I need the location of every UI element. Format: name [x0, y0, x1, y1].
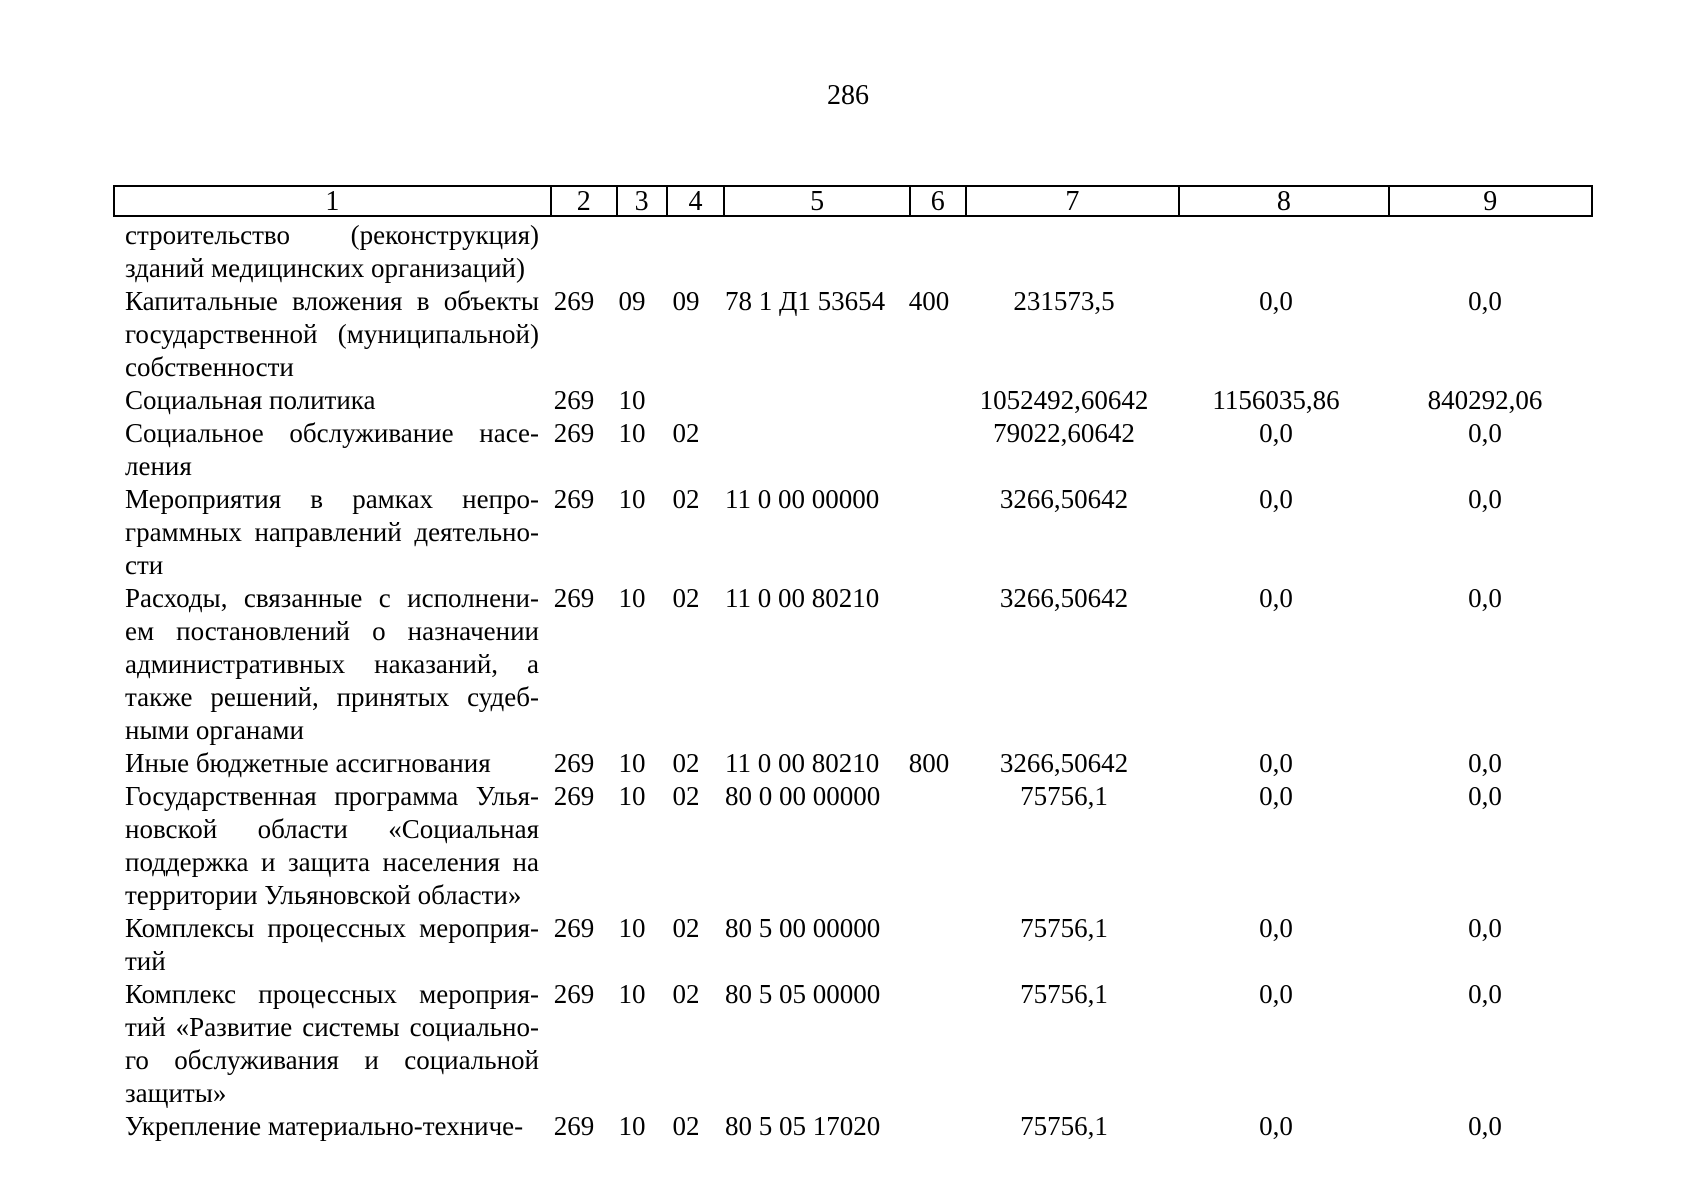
cell-amount-year-1: 231573,5: [1013, 286, 1115, 316]
cell-target-article: 11 0 00 80210: [725, 748, 880, 778]
cell-description: [113, 582, 541, 747]
cell-section: 10: [618, 979, 646, 1009]
table-row: [113, 285, 1593, 384]
cell-admin-code: 269: [553, 286, 595, 316]
description-line: тий: [125, 946, 166, 976]
description-line: ления: [125, 451, 192, 481]
cell-admin-code: 269: [553, 484, 595, 514]
cell-target-article: 78 1 Д1 53654: [725, 286, 886, 316]
cell-section: 10: [618, 1111, 646, 1141]
cell-amount-year-3: 0,0: [1468, 484, 1502, 514]
cell-admin-code: 269: [553, 979, 595, 1009]
cell-subsection: [657, 384, 715, 417]
description-line: граммных направлений деятельно-: [125, 517, 539, 547]
cell-amount-year-1: 75756,1: [1020, 979, 1108, 1009]
cell-description: [113, 285, 541, 384]
table-row: [113, 483, 1593, 582]
table-row: [113, 780, 1593, 912]
header-col-4: 4: [668, 187, 726, 215]
description-line: го обслуживания и социальной: [125, 1045, 539, 1075]
cell-expense-type: [901, 780, 957, 912]
description-line: Мероприятия в рамках непро-: [125, 484, 539, 514]
description-line: Укрепление материально-техниче-: [125, 1111, 524, 1141]
description-line: сти: [125, 550, 164, 580]
cell-description: [113, 1110, 541, 1143]
cell-target-article: 80 0 00 00000: [725, 781, 881, 811]
header-col-5: 5: [725, 187, 911, 215]
cell-amount-year-2: 0,0: [1259, 781, 1293, 811]
cell-amount-year-2: 0,0: [1259, 748, 1293, 778]
description-line: Капитальные вложения в объекты: [125, 286, 539, 316]
cell-amount-year-2: 0,0: [1259, 286, 1293, 316]
cell-amount-year-1: 79022,60642: [993, 418, 1135, 448]
table-header-row: [113, 185, 1593, 217]
cell-admin-code: [541, 219, 607, 285]
cell-amount-year-3: 0,0: [1468, 418, 1502, 448]
cell-amount-year-1: 3266,50642: [999, 748, 1129, 778]
cell-admin-code: 269: [553, 1111, 595, 1141]
cell-description: [113, 978, 541, 1110]
header-col-2: 2: [552, 187, 618, 215]
description-line: ем постановлений о назначении: [125, 616, 539, 646]
cell-amount-year-3: 0,0: [1468, 583, 1502, 613]
cell-admin-code: 269: [553, 913, 595, 943]
cell-amount-year-2: 1156035,86: [1212, 385, 1340, 415]
description-line: новской области «Социальная: [125, 814, 539, 844]
cell-expense-type: [901, 417, 957, 483]
cell-amount-year-3: 0,0: [1468, 1111, 1502, 1141]
header-col-9: 9: [1483, 186, 1498, 217]
cell-target-article: 80 5 05 00000: [725, 979, 881, 1009]
description-line: строительство (реконструкция): [125, 220, 539, 250]
cell-amount-year-2: 0,0: [1259, 979, 1293, 1009]
cell-admin-code: 269: [553, 385, 595, 415]
table-row: [113, 582, 1593, 747]
cell-section: 10: [618, 385, 646, 415]
description-line: государственной (муниципальной): [125, 319, 539, 349]
table-row: [113, 978, 1593, 1110]
header-col-8: 8: [1180, 187, 1389, 215]
cell-amount-year-1: 1052492,60642: [979, 385, 1149, 415]
cell-expense-type: [901, 1110, 957, 1143]
cell-amount-year-1: 75756,1: [1020, 1111, 1108, 1141]
cell-description: [113, 747, 541, 780]
cell-amount-year-1: [957, 219, 1171, 285]
description-line: также решений, принятых судеб-: [125, 682, 539, 712]
cell-subsection: 02: [672, 583, 700, 613]
table-body: [113, 219, 1593, 1143]
cell-subsection: 02: [672, 913, 700, 943]
cell-amount-year-3: 0,0: [1468, 286, 1502, 316]
cell-amount-year-1: 75756,1: [1020, 913, 1108, 943]
description-line: территории Ульяновской области»: [125, 880, 522, 910]
cell-subsection: 02: [672, 1111, 700, 1141]
table-row: [113, 219, 1593, 285]
cell-admin-code: 269: [553, 781, 595, 811]
cell-section: 09: [618, 286, 646, 316]
cell-target-article: 80 5 00 00000: [725, 913, 881, 943]
cell-description: [113, 384, 541, 417]
cell-amount-year-2: 0,0: [1259, 484, 1293, 514]
header-col-1: 1: [115, 187, 552, 215]
cell-section: 10: [618, 748, 646, 778]
cell-target-article: 80 5 05 17020: [725, 1111, 881, 1141]
cell-section: 10: [618, 583, 646, 613]
cell-amount-year-1: 75756,1: [1020, 781, 1108, 811]
description-line: ными органами: [125, 715, 304, 745]
description-line: поддержка и защита населения на: [125, 847, 539, 877]
cell-admin-code: 269: [553, 748, 595, 778]
cell-expense-type: [901, 912, 957, 978]
cell-target-article: [715, 384, 901, 417]
cell-amount-year-3: 0,0: [1468, 781, 1502, 811]
cell-section: 10: [618, 484, 646, 514]
description-line: Комплекс процессных мероприя-: [125, 979, 539, 1009]
cell-section: 10: [618, 781, 646, 811]
cell-subsection: 09: [672, 286, 700, 316]
table-row: [113, 417, 1593, 483]
description-line: собственности: [125, 352, 294, 382]
cell-subsection: [657, 219, 715, 285]
cell-amount-year-1: 3266,50642: [999, 484, 1129, 514]
cell-amount-year-2: 0,0: [1259, 913, 1293, 943]
cell-expense-type: [901, 219, 957, 285]
cell-subsection: 02: [672, 979, 700, 1009]
cell-target-article: 11 0 00 00000: [725, 484, 880, 514]
cell-admin-code: 269: [553, 418, 595, 448]
cell-expense-type: 800: [908, 748, 950, 778]
cell-amount-year-3: 840292,06: [1427, 385, 1543, 415]
cell-admin-code: 269: [553, 583, 595, 613]
description-line: Расходы, связанные с исполнени-: [125, 583, 539, 613]
table-row: [113, 912, 1593, 978]
cell-amount-year-2: [1171, 219, 1381, 285]
page-number: 286: [827, 80, 869, 111]
description-line: зданий медицинских организаций): [125, 253, 525, 283]
description-line: Социальное обслуживание насе-: [125, 418, 539, 448]
table-row: [113, 1110, 1593, 1143]
cell-expense-type: [901, 582, 957, 747]
table-row: [113, 747, 1593, 780]
description-line: административных наказаний, а: [125, 649, 539, 679]
cell-expense-type: [901, 384, 957, 417]
description-line: тий «Развитие системы социально-: [125, 1012, 539, 1042]
header-col-6: 6: [911, 187, 967, 215]
cell-expense-type: 400: [908, 286, 950, 316]
cell-target-article: [715, 417, 901, 483]
header-col-3: 3: [618, 187, 668, 215]
description-line: Государственная программа Улья-: [125, 781, 539, 811]
cell-expense-type: [901, 978, 957, 1110]
cell-section: 10: [618, 913, 646, 943]
cell-subsection: 02: [672, 748, 700, 778]
cell-amount-year-2: 0,0: [1259, 583, 1293, 613]
description-line: Социальная политика: [125, 385, 376, 415]
cell-target-article: [715, 219, 901, 285]
cell-description: [113, 780, 541, 912]
cell-amount-year-3: 0,0: [1468, 913, 1502, 943]
cell-description: [113, 219, 541, 285]
description-line: Комплексы процессных мероприя-: [125, 913, 539, 943]
cell-description: [113, 912, 541, 978]
cell-subsection: 02: [672, 781, 700, 811]
cell-description: [113, 483, 541, 582]
cell-target-article: 11 0 00 80210: [725, 583, 880, 613]
cell-amount-year-1: 3266,50642: [999, 583, 1129, 613]
cell-amount-year-3: [1381, 219, 1589, 285]
cell-expense-type: [901, 483, 957, 582]
cell-amount-year-2: 0,0: [1259, 418, 1293, 448]
cell-amount-year-2: 0,0: [1259, 1111, 1293, 1141]
cell-description: [113, 417, 541, 483]
cell-subsection: 02: [672, 418, 700, 448]
header-col-7: 7: [967, 187, 1180, 215]
cell-amount-year-3: 0,0: [1468, 979, 1502, 1009]
cell-amount-year-3: 0,0: [1468, 748, 1502, 778]
cell-subsection: 02: [672, 484, 700, 514]
table-row: [113, 384, 1593, 417]
cell-section: [607, 219, 657, 285]
description-line: защиты»: [125, 1078, 227, 1108]
cell-section: 10: [618, 418, 646, 448]
description-line: Иные бюджетные ассигнования: [125, 748, 491, 778]
